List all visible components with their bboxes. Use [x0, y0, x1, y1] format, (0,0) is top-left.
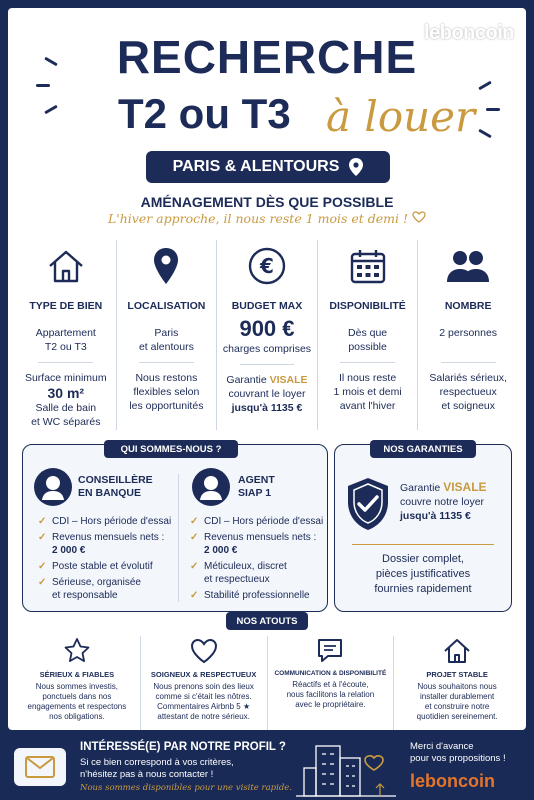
poster: [8, 8, 526, 730]
footer-visit-note: Nous sommes disponibles pour une visite rapide.: [80, 783, 293, 793]
shield-check-icon: [344, 476, 392, 537]
star-icon: [63, 637, 91, 665]
footer-line: n'hésitez pas à nous contacter !: [80, 769, 214, 780]
atout-text: engagements et respectons: [27, 702, 127, 711]
criteria-localisation: [116, 240, 217, 430]
mail-box: [14, 748, 66, 786]
atout-text: quotidien sereinement.: [416, 712, 498, 721]
location-text: PARIS & ALENTOURS: [172, 158, 340, 175]
location-pill: [146, 151, 390, 183]
atout-serieux: [14, 636, 140, 730]
criteria-text: 1 mois et demi: [333, 386, 402, 398]
criteria-text: et soigneux: [441, 400, 496, 412]
garanties-g2: couvre notre loyer: [400, 496, 485, 508]
avatar-agent: [192, 468, 230, 506]
profile-title: CONSEILLÈRE: [78, 474, 153, 486]
criteria-disponibilite: [317, 240, 418, 430]
footer-title: INTÉRESSÉ(E) PAR NOTRE PROFIL ?: [80, 741, 286, 753]
divider: [38, 362, 93, 363]
atouts-row: [14, 636, 520, 730]
list-item-value: 2 000 €: [204, 545, 238, 556]
visale-line: [400, 480, 510, 495]
winter-note-text: L'hiver approche, il nous reste 1 mois et demi !: [107, 211, 409, 226]
criteria-text: les opportunités: [129, 400, 204, 412]
woman-icon: [34, 468, 72, 506]
criteria-text: couvrant le loyer: [228, 388, 306, 400]
list-item: ✓ Stabilité professionnelle: [190, 589, 326, 602]
garanties-g3: jusqu'à 1135 €: [400, 510, 471, 522]
profile-conseillere-list: [38, 512, 188, 602]
atout-text: nous facilitons la relation: [286, 690, 375, 699]
amenagement-heading: AMÉNAGEMENT DÈS QUE POSSIBLE: [140, 194, 394, 210]
dossier-line: Dossier complet,: [382, 553, 464, 565]
divider: [139, 362, 194, 363]
footer-thanks-line: Merci d'avance: [410, 741, 474, 752]
title-a-louer: à louer: [326, 92, 476, 141]
winter-note: [8, 211, 526, 226]
footer-text: [80, 757, 234, 781]
criteria-text: Salle de bain: [35, 402, 97, 414]
criteria-text: Il nous reste: [338, 372, 397, 384]
garanties-g1: Garantie: [400, 482, 441, 494]
criteria-text: respectueux: [439, 386, 497, 398]
list-item: ✓ Sérieuse, organisée: [38, 576, 188, 589]
criteria-head: TYPE DE BIEN: [29, 300, 103, 312]
garanties-text: [400, 480, 510, 523]
criteria-text: flexibles selon: [133, 386, 200, 398]
list-item-cont: et respectueux: [204, 574, 270, 585]
brand-watermark: leboncoin: [424, 22, 514, 44]
atout-text: installer durablement: [419, 692, 495, 701]
profile-agent: [238, 474, 318, 500]
criteria-text: Appartement: [35, 327, 96, 339]
atout-head: COMMUNICATION & DISPONIBILITÉ: [274, 670, 387, 677]
profile-agent-list: [190, 512, 326, 602]
heart-icon: [190, 638, 218, 664]
criteria-text: Paris: [154, 327, 179, 339]
criteria-text: Salariés sérieux,: [429, 372, 507, 384]
criteria-text: 2 personnes: [439, 327, 498, 339]
criteria-text: et alentours: [138, 341, 194, 353]
location-pin-icon: [349, 158, 363, 176]
list-item: ✓ Revenus mensuels nets :: [38, 531, 188, 544]
profile-title: AGENT: [238, 474, 275, 486]
footer-thanks-line: pour vos propositions !: [410, 753, 506, 764]
profile-conseillere: [78, 474, 188, 500]
list-item: ✓ CDI – Hors période d'essai: [38, 515, 188, 528]
divider: [178, 474, 179, 602]
atout-communication: [267, 636, 394, 730]
atout-text: attestant de notre sérieux.: [157, 712, 250, 721]
criteria-big-value: 900 €: [239, 316, 295, 341]
atout-soigneux: [140, 636, 267, 730]
criteria-big-value: 30 m²: [47, 385, 85, 401]
atout-text: Nous sommes investis,: [35, 682, 118, 691]
atout-text: Commentaires Airbnb 5 ★: [157, 702, 251, 711]
atout-text: Nous souhaitons nous: [417, 682, 497, 691]
atout-head: SÉRIEUX & FIABLES: [39, 670, 115, 679]
qui-sommes-nous-label: QUI SOMMES-NOUS ?: [104, 440, 238, 458]
euro-icon: [247, 246, 287, 286]
people-icon: [446, 248, 490, 284]
house-icon: [46, 246, 86, 286]
heart-outline-icon: [412, 211, 426, 223]
criteria-text: Nous restons: [135, 372, 198, 384]
criteria-text: Dès que: [348, 327, 388, 339]
dossier-text: [334, 552, 512, 597]
list-item-value: 2 000 €: [52, 545, 86, 556]
criteria-text: jusqu'à 1135 €: [231, 402, 303, 414]
divider: [340, 362, 395, 363]
garanties-label: NOS GARANTIES: [370, 440, 476, 458]
list-item-cont: et responsable: [52, 590, 118, 601]
divider: [441, 362, 496, 363]
title-recherche: RECHERCHE: [116, 31, 418, 83]
house-icon: [443, 637, 471, 665]
visale-text: VISALE: [269, 374, 308, 386]
criteria-head: NOMBRE: [444, 300, 492, 312]
criteria-head: LOCALISATION: [127, 300, 206, 312]
atout-text: comme si c'était les nôtres.: [155, 692, 252, 701]
calendar-icon: [349, 247, 387, 285]
criteria-text: possible: [348, 341, 387, 353]
atout-text: Nous prenons soin des lieux: [153, 682, 254, 691]
list-item: ✓ CDI – Hors période d'essai: [190, 515, 326, 528]
atouts-label: NOS ATOUTS: [226, 612, 308, 630]
atout-text: ponctuels dans nos: [42, 692, 112, 701]
criteria-columns: [16, 240, 518, 430]
location-pin-icon: [151, 246, 181, 286]
criteria-text: avant l'hiver: [339, 400, 396, 412]
profile-title: SIAP 1: [238, 487, 272, 499]
atout-text: avec le propriétaire.: [295, 700, 366, 709]
criteria-type: [16, 240, 116, 430]
visale-line: [221, 373, 313, 387]
footer-brand-logo: leboncoin: [410, 771, 495, 791]
criteria-nombre: [417, 240, 518, 430]
list-item: ✓ Revenus mensuels nets :: [190, 531, 326, 544]
mail-icon: [25, 756, 55, 778]
profile-title: EN BANQUE: [78, 487, 142, 499]
title-type: T2 ou T3: [118, 90, 291, 137]
criteria-head: BUDGET MAX: [231, 300, 303, 312]
divider: [240, 364, 295, 365]
chat-icon: [316, 637, 344, 665]
criteria-text: Surface minimum: [24, 372, 107, 384]
list-item: ✓ Méticuleux, discret: [190, 560, 326, 573]
man-icon: [192, 468, 230, 506]
dossier-line: fournies rapidement: [374, 583, 472, 595]
atout-head: PROJET STABLE: [426, 670, 488, 679]
criteria-text: charges comprises: [222, 343, 312, 355]
criteria-budget: [216, 240, 317, 430]
list-item: ✓ Poste stable et évolutif: [38, 560, 188, 573]
avatar-conseillere: [34, 468, 72, 506]
footer-thanks: [410, 741, 530, 765]
criteria-text: Garantie: [226, 374, 267, 386]
atout-head: SOIGNEUX & RESPECTUEUX: [150, 670, 257, 679]
visale-text: VISALE: [443, 480, 487, 494]
dossier-line: pièces justificatives: [375, 568, 471, 580]
atout-text: Réactifs et à l'écoute,: [292, 680, 369, 689]
building-icon: [296, 738, 396, 800]
footer-line: Si ce bien correspond à vos critères,: [80, 757, 234, 768]
atout-text: et construire notre: [424, 702, 490, 711]
atout-text: nos obligations.: [49, 712, 105, 721]
atout-projet: [393, 636, 520, 730]
criteria-text: T2 ou T3: [44, 341, 87, 353]
svg-text:€: €: [260, 254, 274, 278]
criteria-text: et WC séparés: [31, 416, 101, 428]
criteria-head: DISPONIBILITÉ: [329, 300, 406, 312]
divider: [352, 544, 494, 545]
